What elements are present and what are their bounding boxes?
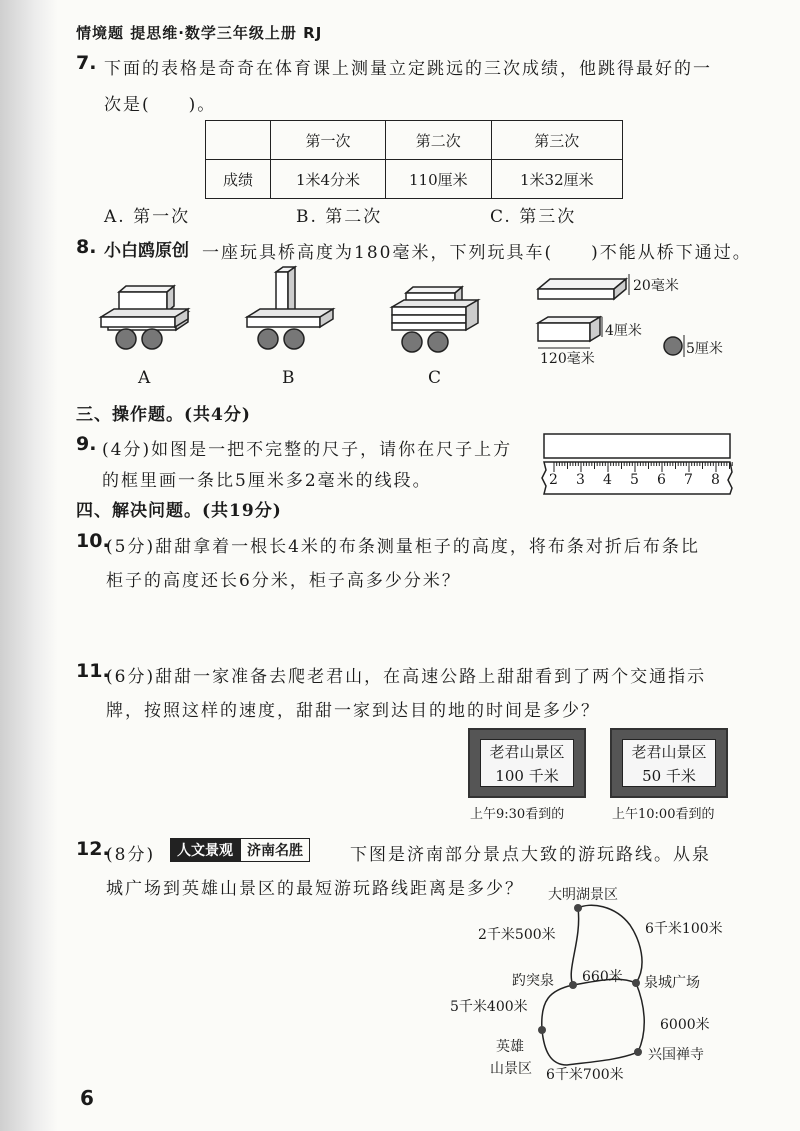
q7-text-line1: 下面的表格是奇奇在体育课上测量立定跳远的三次成绩，他跳得最好的一 [104,59,712,79]
ruler-tick-label: 5 [630,472,639,488]
tag-jinan: 济南名胜 [240,838,310,862]
table-row [206,160,623,199]
map-distance-2: 6千米100米 [645,921,723,937]
traffic-sign-1 [468,728,586,798]
q12-tags [170,838,310,862]
ruler-tick-label: 3 [576,472,585,488]
ruler-tick-label: 4 [603,472,612,488]
map-distance-4: 5千米400米 [450,999,528,1015]
q12-text-line1: 下图是济南部分景点大致的游玩路线。从泉 [350,845,711,865]
sign-distance: 100 千米 [495,767,559,785]
page-edge-shadow [0,0,58,1131]
table-cell [206,121,271,160]
ruler-tick-label: 8 [711,472,720,488]
map-label-yingxiong-2: 山景区 [490,1061,532,1077]
node-xingguo [634,1048,642,1056]
q12-score: (8分) [106,845,156,865]
q7-number: 7. [76,52,97,74]
q7-option-b[interactable]: B. 第二次 [296,207,383,227]
map-label-xingguo: 兴国禅寺 [648,1047,704,1063]
page-header: 情境题 提思维·数学三年级上册 RJ [76,24,323,42]
page-number: 6 [80,1086,94,1110]
traffic-sign-2 [610,728,728,798]
table-header-cell: 第二次 [385,121,491,160]
q7-option-a[interactable]: A. 第一次 [104,207,191,227]
dim-block-length-label: 120毫米 [540,351,595,367]
map-distance-3: 660米 [582,969,623,985]
dim-wheel-label: 5厘米 [686,341,723,357]
sign-place: 老君山景区 [631,743,707,761]
q7-text-line2: 次是( )。 [104,95,217,115]
dimension-wheel [664,335,684,357]
q10-text-line2: 柜子的高度还长6分米，柜子高多少分米？ [106,571,461,591]
map-label-baotu: 趵突泉 [512,973,554,989]
ruler-tick-label: 7 [684,472,693,488]
drawing-box[interactable] [544,434,730,458]
q12-text-line2: 城广场到英雄山景区的最短游玩路线距离是多少？ [106,879,524,899]
section-3-title: 三、操作题。(共4分) [76,405,251,425]
q9-number: 9. [76,433,97,455]
sign-place: 老君山景区 [489,743,565,761]
car-c-label: C [428,368,444,388]
dim-board-label: 20毫米 [633,278,679,294]
q7-option-c[interactable]: C. 第三次 [490,207,577,227]
q9-text-line1: (4分)如图是一把不完整的尺子，请你在尺子上方 [102,440,513,460]
section-4-title: 四、解决问题。(共19分) [76,501,282,521]
table-cell: 1米4分米 [271,160,386,199]
ruler-tick-label: 2 [549,472,558,488]
car-b-label: B [282,368,297,388]
q12-number: 12. [76,838,110,860]
node-yingxiong [538,1026,546,1034]
node-baotu [569,981,577,989]
map-label-quancheng: 泉城广场 [644,975,700,991]
dimension-block [538,317,602,348]
q10-text-line1: (5分)甜甜拿着一根长4米的布条测量柜子的高度，将布条对折后布条比 [106,537,700,557]
table-cell: 1米32厘米 [491,160,622,199]
table-cell: 110厘米 [385,160,491,199]
sign-distance: 50 千米 [642,767,696,785]
car-b-illustration [247,267,333,349]
q11-text-line1: (6分)甜甜一家准备去爬老君山，在高速公路上甜甜看到了两个交通指示 [106,667,707,687]
car-a-label: A [138,368,153,388]
table-row-label: 成绩 [206,160,271,199]
dim-block-label: 4厘米 [605,323,642,339]
map-distance-5: 6000米 [660,1017,710,1033]
ruler-tick-label: 6 [657,472,666,488]
car-c-illustration [392,287,478,352]
q8-number: 8. [76,236,97,258]
q7-score-table [205,120,623,199]
map-distance-1: 2千米500米 [478,927,556,943]
map-label-daming: 大明湖景区 [548,887,618,903]
q8-badge: 小白鸥原创 [104,241,189,261]
map-distance-6: 6千米700米 [546,1067,624,1083]
q11-number: 11. [76,660,110,682]
tag-culture: 人文景观 [170,838,240,862]
map-label-yingxiong-1: 英雄 [496,1039,524,1055]
ruler-tick-labels [540,472,740,492]
q8-text: 一座玩具桥高度为180毫米，下列玩具车( )不能从桥下通过。 [202,243,752,263]
q9-text-line2: 的框里画一条比5厘米多2毫米的线段。 [102,471,432,491]
dimension-board [538,274,629,299]
sign-2-caption: 上午10:00看到的 [612,807,715,822]
node-quancheng [632,979,640,987]
table-header-cell: 第一次 [271,121,386,160]
node-daming [574,904,582,912]
q11-text-line2: 牌，按照这样的速度，甜甜一家到达目的地的时间是多少？ [106,701,600,721]
table-header-row [206,121,623,160]
q10-number: 10. [76,530,110,552]
table-header-cell: 第三次 [491,121,622,160]
car-a-illustration [101,286,188,349]
sign-1-caption: 上午9:30看到的 [470,807,565,822]
